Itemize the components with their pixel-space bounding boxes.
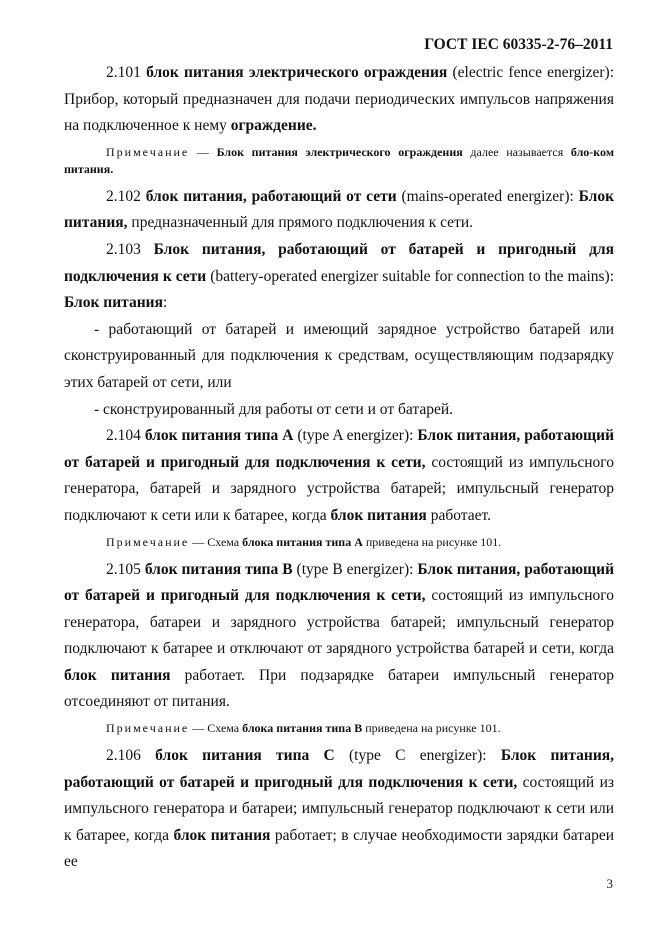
english-term: (mains-operated energizer):: [401, 187, 574, 205]
definition-text: состоящий из импульсного генератора, батареи и зарядного устройства батарей; импульсный генератор подключают к батарее и отключают от зарядного устройства батарей и сети, когда: [64, 587, 615, 658]
note-text: Схема: [207, 534, 243, 549]
list-item-2: - сконструированный для работы от сети и от батарей.: [94, 400, 454, 418]
note-3: [64, 720, 614, 737]
defined-term: блок питания, работающий от сети: [145, 187, 397, 205]
note-term: Блок питания электрического ограждения: [216, 144, 463, 159]
note-term: блока питания типа А: [242, 534, 363, 549]
clause-number: 2.101: [106, 64, 141, 81]
defined-term: блок питания электрического ограждения: [146, 64, 448, 81]
note-text-2: приведена на рисунке 101.: [362, 721, 501, 736]
note-text: Схема: [207, 721, 243, 736]
clause-2-105: [64, 557, 614, 717]
term-reference: Блок питания,: [64, 187, 615, 232]
clause-number: 2.106: [106, 747, 141, 765]
clause-2-103: [64, 237, 614, 317]
note-dash: —: [189, 721, 208, 736]
clause-number: 2.104: [106, 427, 141, 445]
term-reference-2: блок питания: [64, 666, 171, 684]
term-reference: Блок питания, работающий от батарей и пригодный для подключения к сети,: [64, 747, 615, 791]
note-text: далее называется: [462, 144, 571, 159]
english-term: (battery-operated energizer suitable for connection to the mains):: [210, 267, 615, 285]
note-1: [64, 144, 614, 178]
clause-number: 2.103: [106, 240, 141, 258]
english-term: (type B energizer):: [296, 560, 414, 578]
note-text-2: приведена на рисунке 101.: [362, 534, 502, 549]
note-label: Примечание: [106, 144, 190, 159]
page-number: 3: [606, 876, 613, 891]
clause-number: 2.102: [106, 187, 141, 205]
definition-text: предназначенный для прямого подключения к сети.: [131, 214, 473, 232]
document-body: [64, 60, 614, 876]
term-reference-2: блок питания: [330, 506, 427, 524]
definition-end: работает. При подзарядке батареи импульсный генератор отсоединяют от питания.: [64, 666, 615, 711]
definition-end: работает.: [430, 506, 491, 524]
note-dash: —: [189, 144, 217, 159]
defined-term: блок питания типа А: [144, 427, 294, 445]
english-term: (type C energizer):: [349, 747, 487, 765]
defined-term: блок питания типа С: [155, 747, 335, 765]
clause-end: :: [162, 294, 168, 312]
note-dash: —: [189, 534, 208, 549]
term-reference-2: блок питания: [173, 826, 271, 844]
note-term-2: бло-ком питания.: [64, 144, 615, 176]
defined-term: Блок питания, работающий от батарей и пригодный для подключения к сети: [64, 240, 615, 285]
clause-2-101: [64, 60, 614, 140]
definition-text: Прибор, который предназначен для подачи периодических импульсов напряжения на подключенное к нему: [64, 90, 614, 135]
term-reference: Блок питания: [64, 294, 163, 312]
note-term: блока питания типа В: [242, 721, 363, 736]
clause-2-104: [64, 423, 614, 529]
note-label: Примечание: [106, 721, 190, 736]
clause-2-106: [64, 743, 614, 876]
english-term: (type A energizer):: [297, 427, 414, 445]
note-2: [64, 534, 614, 551]
term-reference: ограждение.: [230, 117, 317, 135]
definition-text: состоящий из импульсного генератора, батарей и зарядного устройства батарей; импульсный генератор подключают к сети или к батарее, когда: [64, 453, 615, 524]
term-reference: Блок питания, работающий от батарей и пригодный для подключения к сети,: [64, 560, 615, 605]
term-reference: Блок питания, работающий от батарей и пригодный для подключения к сети,: [64, 427, 615, 471]
definition-text: состоящий из импульсного генератора и батареи; импульсный генератор подключают к сети или к батарее, когда: [64, 773, 615, 844]
clause-number: 2.105: [106, 560, 141, 578]
english-term: (electric fence energizer):: [452, 64, 615, 81]
definition-end: работает; в случае необходимости зарядки батареи ее: [64, 826, 615, 871]
defined-term: блок питания типа В: [144, 560, 293, 578]
list-item-1: - работающий от батарей и имеющий зарядное устройство батарей или сконструированный для подключения к средствам, осуществляющим подзарядку этих батарей от сети, или: [64, 320, 614, 391]
clause-2-102: [64, 184, 614, 237]
document-header: ГОСТ IEC 60335-2-76–2011: [424, 36, 613, 53]
note-label: Примечание: [106, 534, 190, 549]
